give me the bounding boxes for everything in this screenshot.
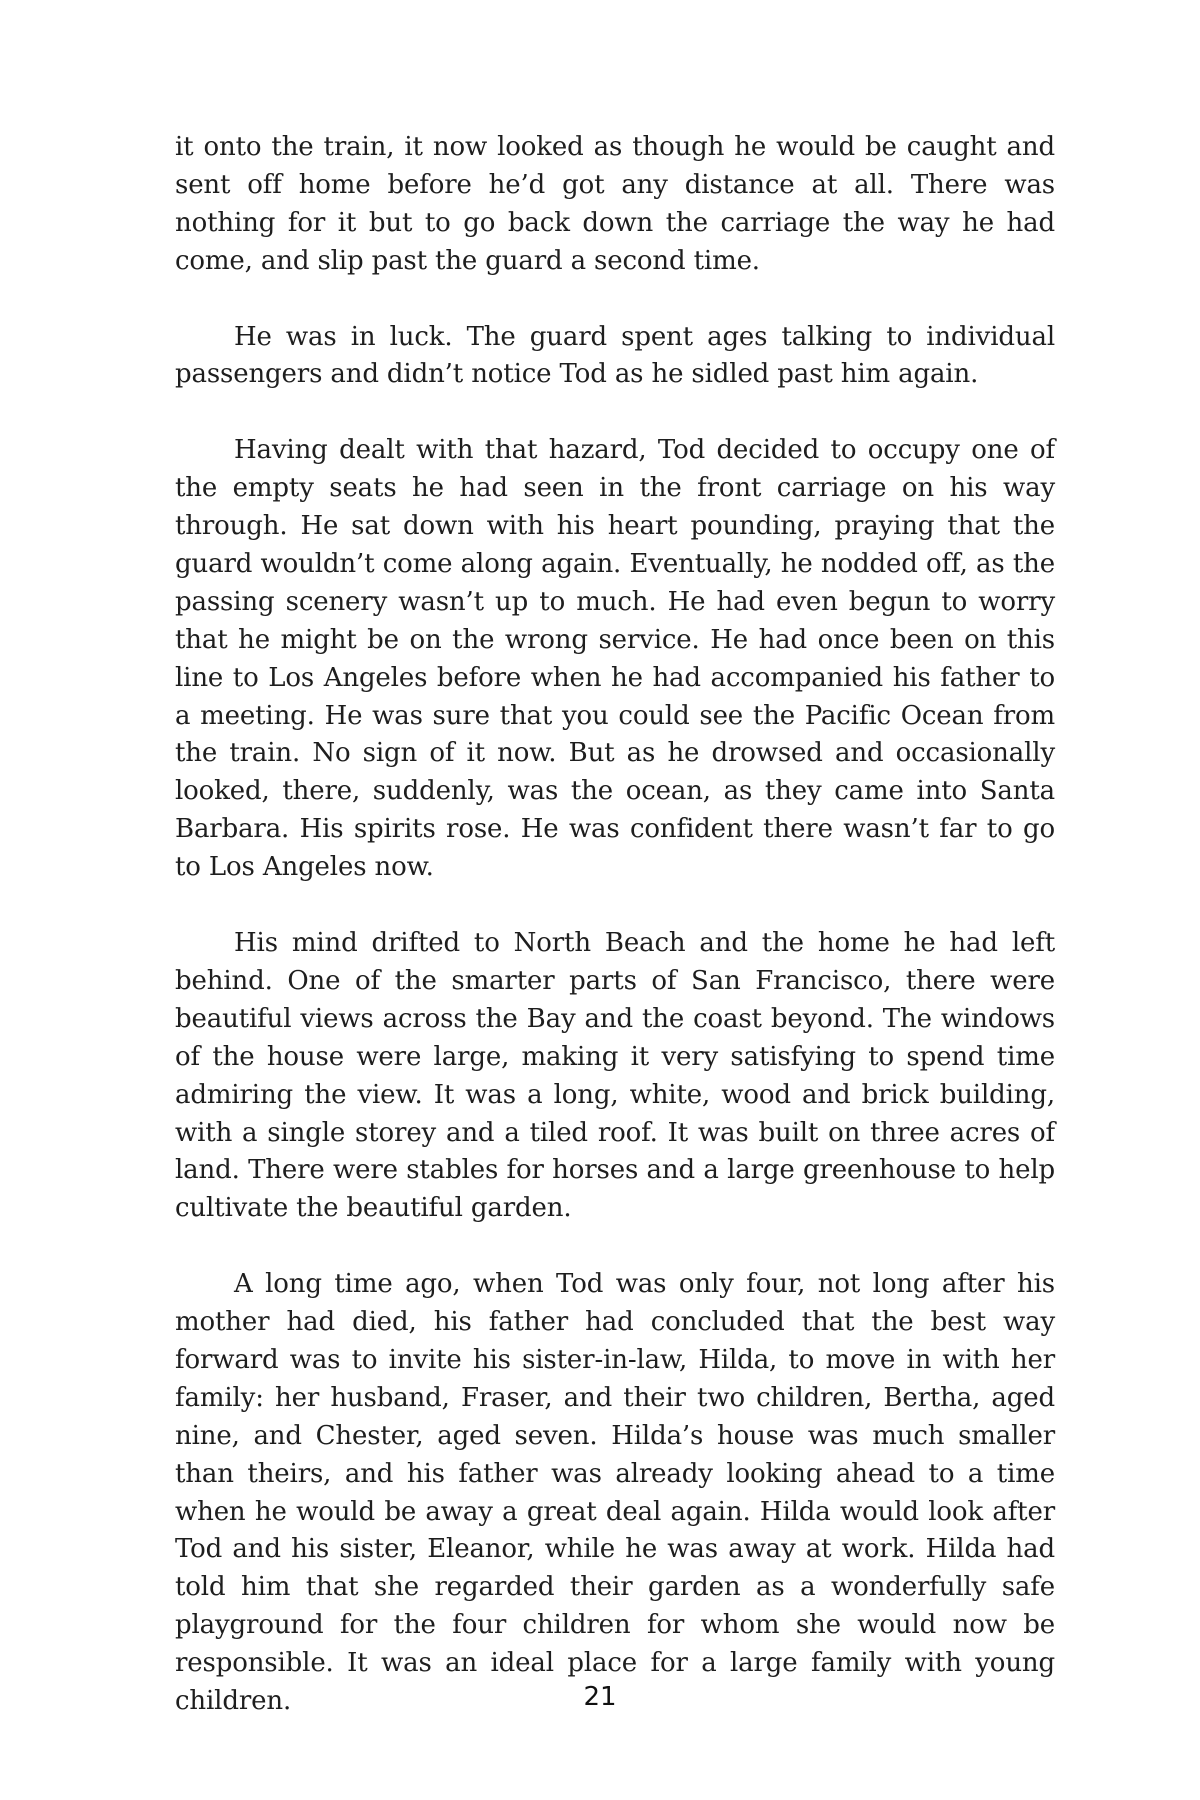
paragraph-continued: it onto the train, it now looked as though he would be caught and sent off home before he’d got any distance at all. There was nothing for it but to go back down the carriage the way he had come, and slip past the guard a second time. [175, 132, 1055, 276]
paragraph: He was in luck. The guard spent ages talking to individual passengers and didn’t notice Tod as he sidled past him again. [175, 321, 1055, 390]
page-number: 21 [583, 1682, 617, 1712]
paragraph: A long time ago, when Tod was only four, not long after his mother had died, his father had concluded that the best way forward was to invite his sister-in-law, Hilda, to move in with her family: her husband, Fraser, and their two children, Bertha, aged nine, and Chester, aged seven. Hilda’s house was much smaller than theirs, and his father was already looking ahead to a time when he would be away a great deal again. Hilda would look after Tod and his sister, Eleanor, while he was away at work. Hilda had told him that she regarded their garden as a wonderfully safe playground for the four children for whom she would now be responsible. It was an ideal place for a large family with young children. [175, 1269, 1055, 1717]
body-text [175, 129, 1055, 1759]
paragraph: His mind drifted to North Beach and the home he had left behind. One of the smarter parts of San Francisco, there were beautiful views across the Bay and the coast beyond. The windows of the house were large, making it very satisfying to spend time admiring the view. It was a long, white, wood and brick building, with a single storey and a tiled roof. It was built on three acres of land. There were stables for horses and a large greenhouse to help cultivate the beautiful garden. [175, 927, 1055, 1224]
paragraph: Having dealt with that hazard, Tod decided to occupy one of the empty seats he had seen in the front carriage on his way through. He sat down with his heart pounding, praying that the guard wouldn’t come along again. Eventually, he nodded off, as the passing scenery wasn’t up to much. He had even begun to worry that he might be on the wrong service. He had once been on this line to Los Angeles before when he had accompanied his father to a meeting. He was sure that you could see the Pacific Ocean from the train. No sign of it now. But as he drowsed and occasionally looked, there, suddenly, was the ocean, as they came into Santa Barbara. His spirits rose. He was confident there wasn’t far to go to Los Angeles now. [175, 435, 1055, 883]
